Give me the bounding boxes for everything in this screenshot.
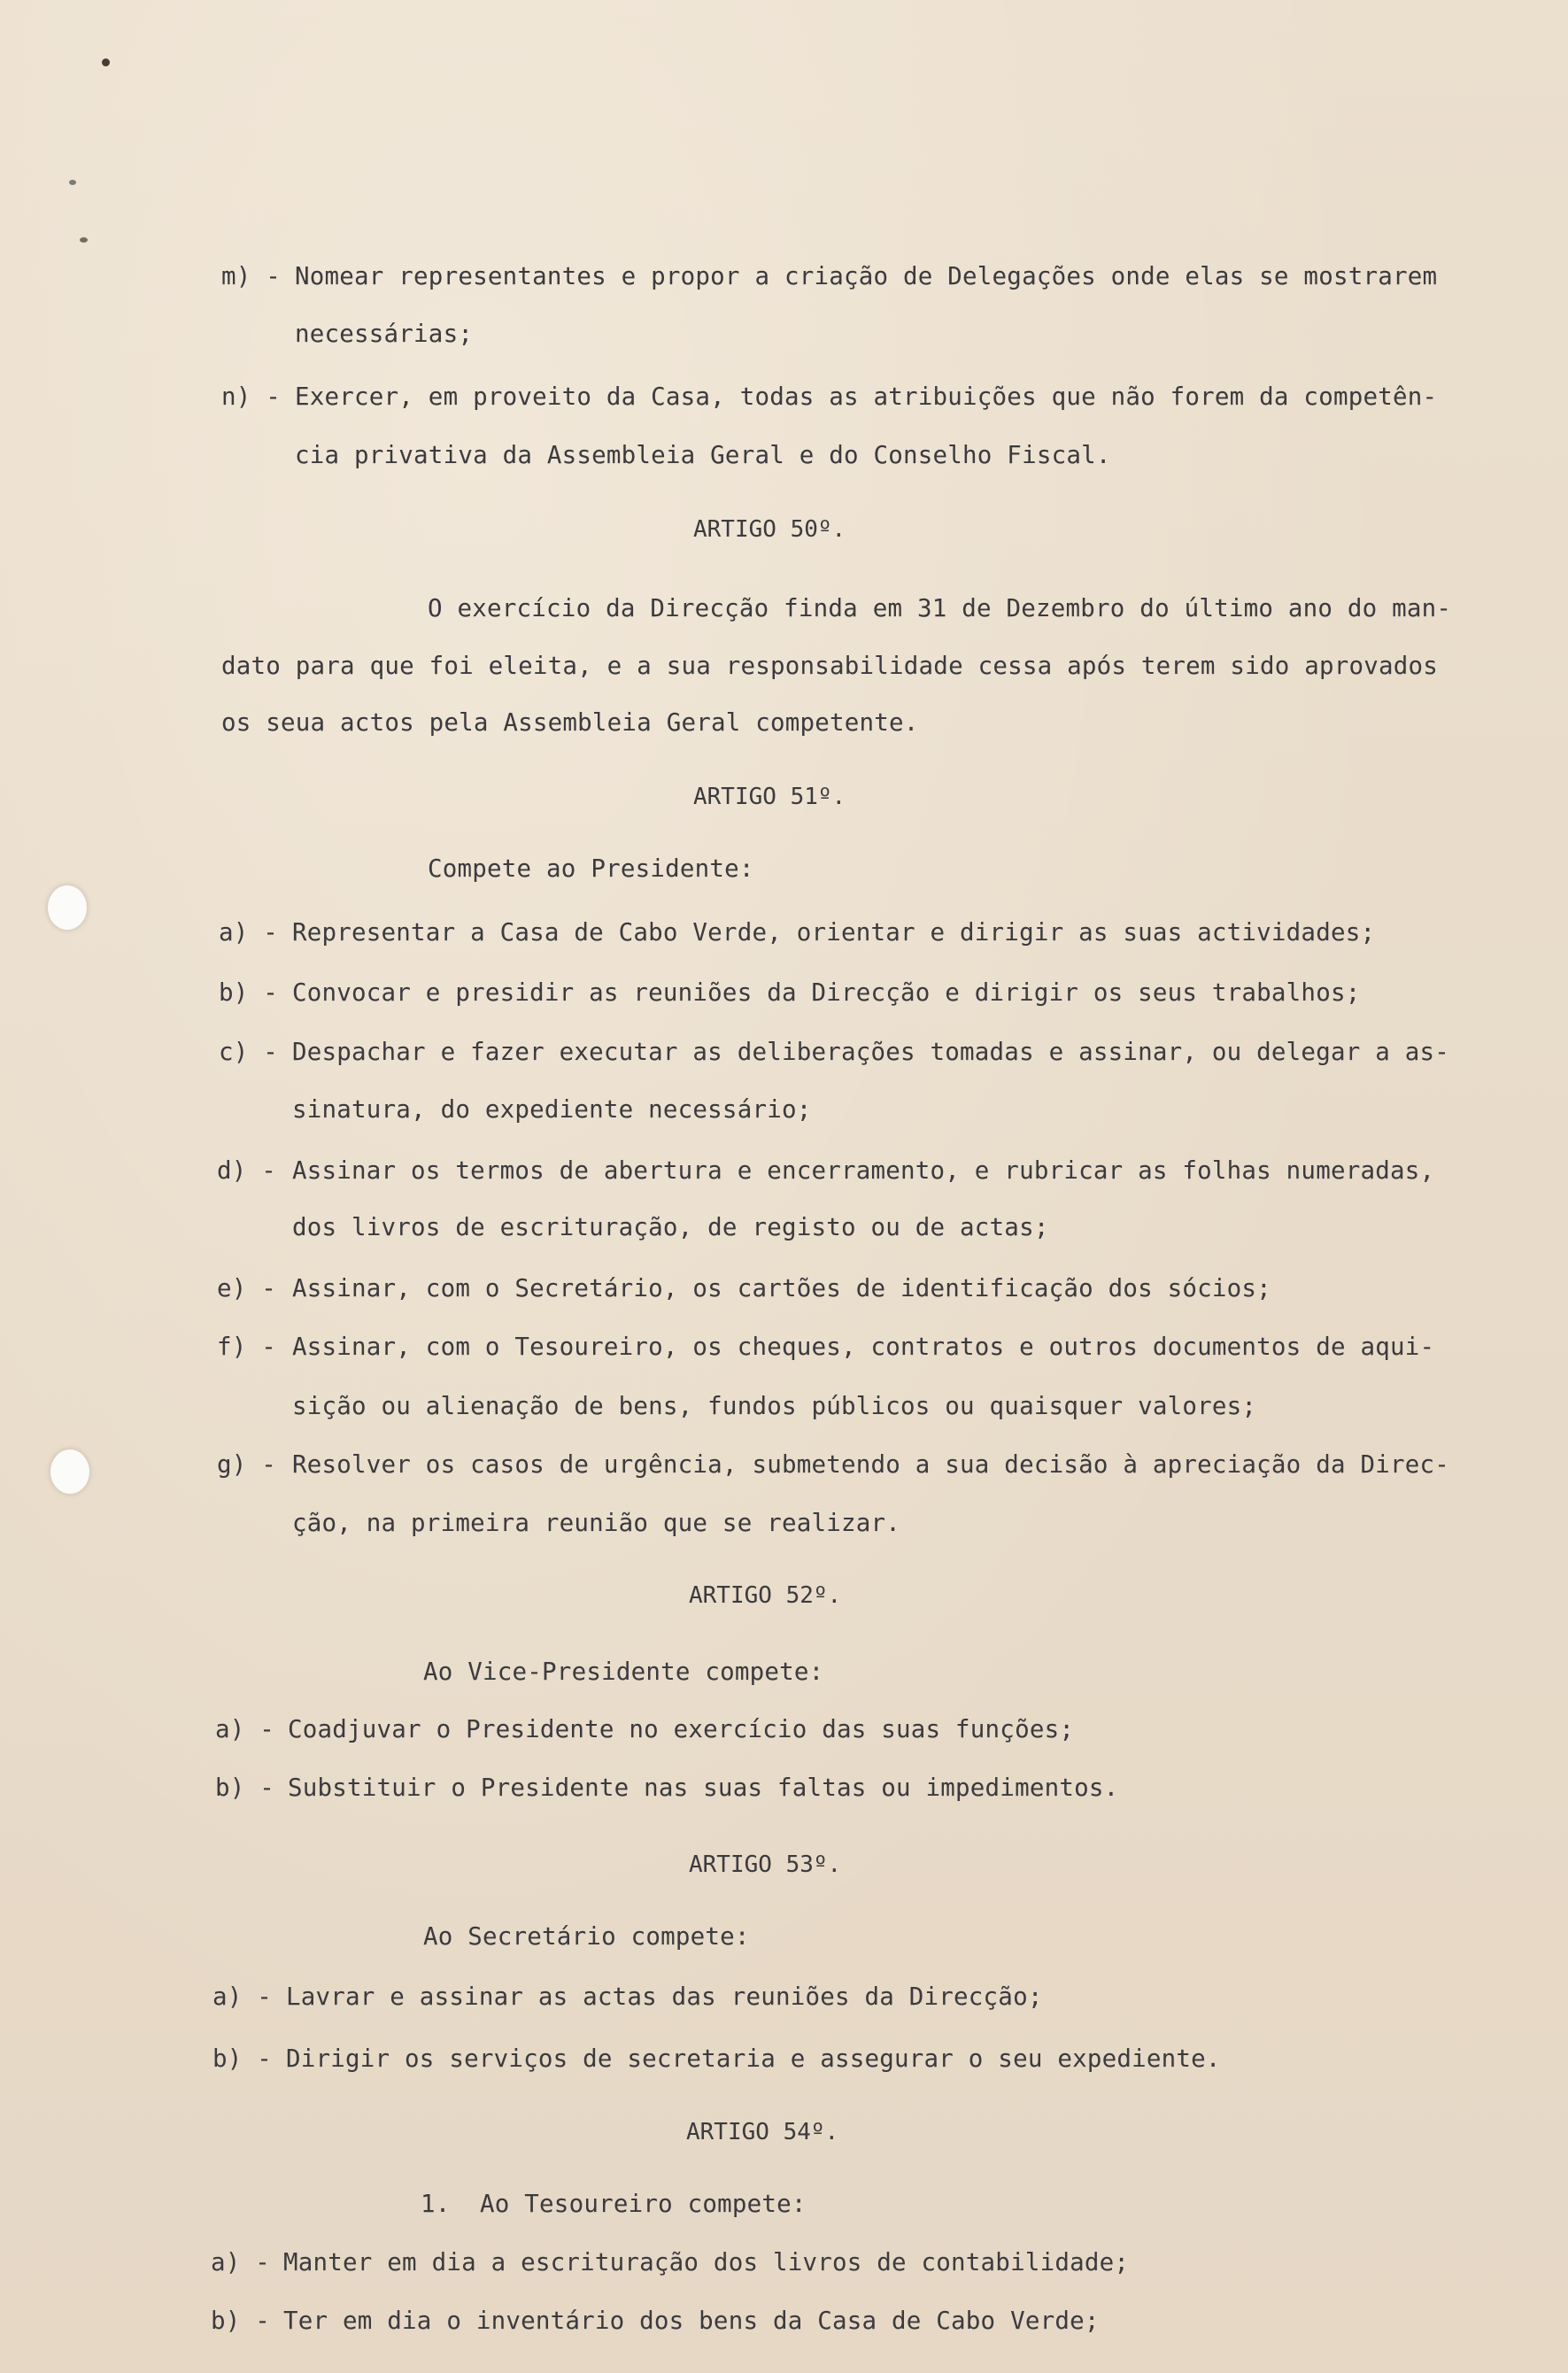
article-54-b-label: b) - (211, 2307, 271, 2335)
article-54-heading: ARTIGO 54º. (686, 2119, 839, 2145)
article-54-b-line1: Ter em dia o inventário dos bens da Casa de Cabo Verde; (283, 2307, 1100, 2335)
article-50-line1: O exercício da Direcção finda em 31 de Dezembro do último ano do man- (428, 594, 1452, 622)
article-52-heading: ARTIGO 52º. (689, 1582, 842, 1609)
article-53-b-line1: Dirigir os serviços de secretaria e assegurar o seu expediente. (286, 2044, 1221, 2073)
article-54-intro: 1. Ao Tesoureiro compete: (421, 2190, 807, 2218)
article-51-f-line2: sição ou alienação de bens, fundos públicos ou quaisquer valores; (292, 1392, 1257, 1420)
article-51-b-line1: Convocar e presidir as reuniões da Direcção e dirigir os seus trabalhos; (292, 978, 1361, 1007)
article-50-heading: ARTIGO 50º. (693, 516, 846, 543)
item-m-line1: Nomear representantes e propor a criação de Delegações onde elas se mostrarem (295, 262, 1438, 290)
punch-hole-upper (48, 885, 87, 930)
article-51-c-line2: sinatura, do expediente necessário; (292, 1095, 812, 1124)
article-51-g-label: g) - (217, 1450, 277, 1479)
article-54-a-line1: Manter em dia a escrituração dos livros de contabilidade; (283, 2248, 1130, 2276)
article-51-e-line1: Assinar, com o Secretário, os cartões de identificação dos sócios; (292, 1274, 1271, 1302)
article-51-e-label: e) - (217, 1274, 277, 1302)
article-53-a-line1: Lavrar e assinar as actas das reuniões da Direcção; (286, 1983, 1043, 2011)
item-m-label: m) - (221, 262, 282, 290)
article-53-heading: ARTIGO 53º. (689, 1851, 842, 1878)
article-51-g-line1: Resolver os casos de urgência, submetendo a sua decisão à apreciação da Direc- (292, 1450, 1449, 1479)
article-52-a-label: a) - (215, 1715, 275, 1743)
article-51-d-line2: dos livros de escrituração, de registo ou de actas; (292, 1213, 1049, 1241)
article-54-a-label: a) - (211, 2248, 271, 2276)
article-51-d-line1: Assinar os termos de abertura e encerramento, e rubricar as folhas numeradas, (292, 1156, 1435, 1185)
article-51-a-line1: Representar a Casa de Cabo Verde, orientar e dirigir as suas actividades; (292, 918, 1376, 947)
article-51-heading: ARTIGO 51º. (693, 784, 846, 810)
item-n-line1: Exercer, em proveito da Casa, todas as atribuições que não forem da competên- (295, 383, 1438, 411)
article-51-c-label: c) - (219, 1038, 279, 1066)
paper-speck (69, 180, 76, 185)
article-53-a-label: a) - (212, 1983, 273, 2011)
article-52-b-label: b) - (215, 1774, 275, 1802)
article-50-line2: dato para que foi eleita, e a sua responsabilidade cessa após terem sido aprovados (221, 652, 1439, 680)
article-52-b-line1: Substituir o Presidente nas suas faltas ou impedimentos. (288, 1774, 1119, 1802)
punch-hole-lower (50, 1449, 89, 1494)
article-53-b-label: b) - (212, 2044, 273, 2073)
item-n-label: n) - (221, 383, 282, 411)
article-51-c-line1: Despachar e fazer executar as deliberações tomadas e assinar, ou delegar a as- (292, 1038, 1449, 1066)
article-51-f-line1: Assinar, com o Tesoureiro, os cheques, contratos e outros documentos de aqui- (292, 1333, 1435, 1361)
item-m-line2: necessárias; (295, 320, 474, 348)
article-51-intro: Compete ao Presidente: (428, 854, 754, 883)
article-53-intro: Ao Secretário compete: (423, 1922, 750, 1951)
article-51-a-label: a) - (219, 918, 279, 947)
article-51-g-line2: ção, na primeira reunião que se realizar. (292, 1509, 901, 1537)
article-51-d-label: d) - (217, 1156, 277, 1185)
article-51-f-label: f) - (217, 1333, 277, 1361)
article-50-line3: os seua actos pela Assembleia Geral competente. (221, 708, 919, 737)
paper-speck (102, 58, 110, 66)
article-52-a-line1: Coadjuvar o Presidente no exercício das suas funções; (288, 1715, 1075, 1743)
paper-speck (80, 237, 88, 243)
item-n-line2: cia privativa da Assembleia Geral e do Conselho Fiscal. (295, 441, 1111, 469)
article-51-b-label: b) - (219, 978, 279, 1007)
article-52-intro: Ao Vice-Presidente compete: (423, 1658, 824, 1686)
